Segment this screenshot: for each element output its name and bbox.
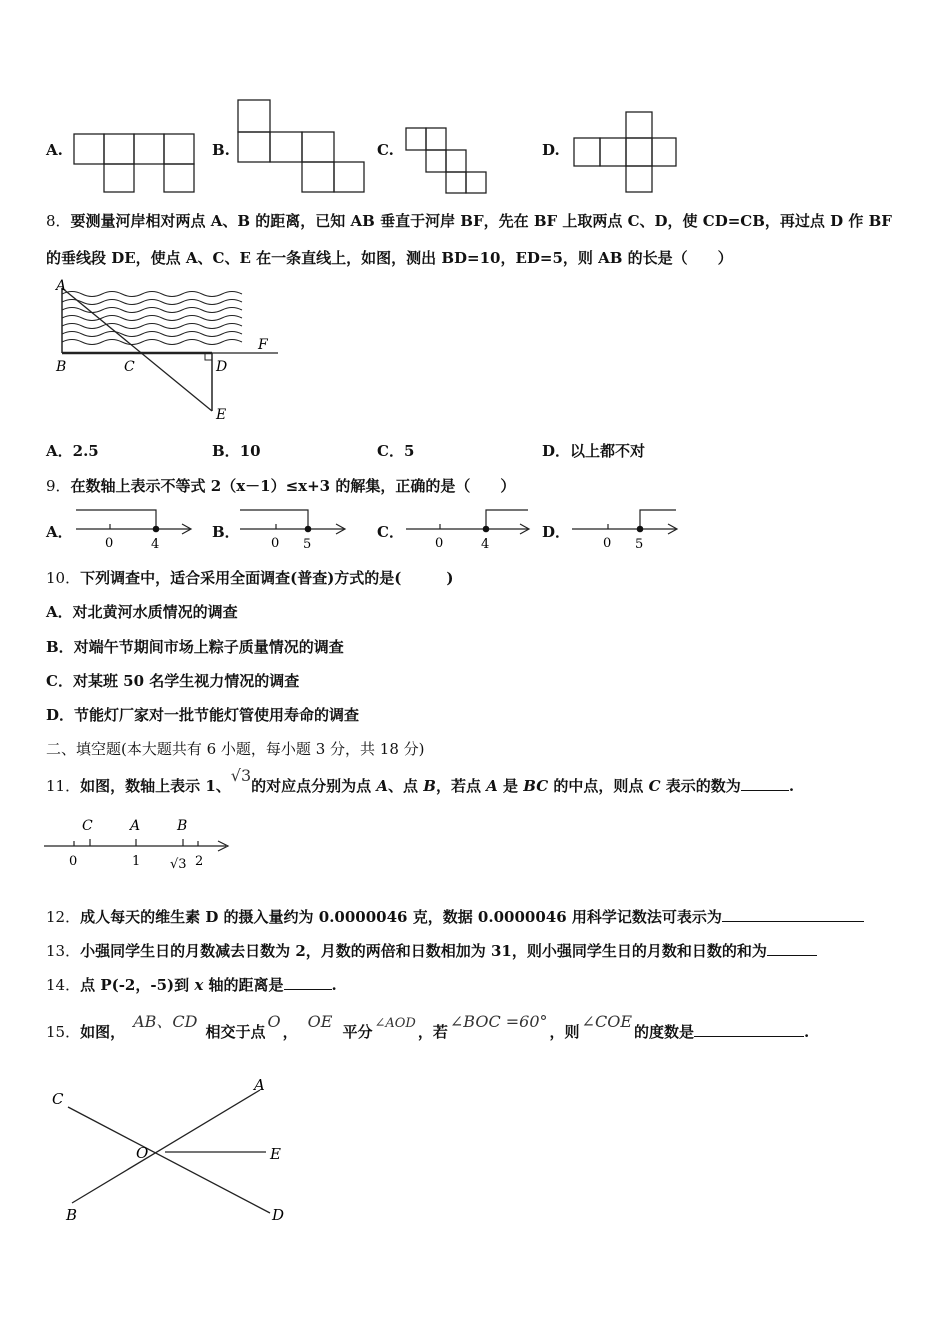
q11-point-a: A [376,777,389,795]
question-8-number: 8． [46,212,71,230]
question-10 [46,568,454,588]
q9-option-a-label: A． [46,523,73,541]
q11-fig-tick-sqrt3: √3 [170,857,187,872]
q9-c-mark: 4 [481,537,490,552]
q8-label-d: D [216,359,228,375]
q11-point-c: C [648,777,661,795]
q11-text-c: 、点 [388,777,424,795]
q9-d-zero: 0 [603,536,612,551]
q9-option-d-numberline [568,502,682,552]
question-9 [46,476,515,496]
question-10-number: 10． [46,569,81,587]
q11-text-f: 的中点，则点 [548,777,649,795]
q15-math-o: O [267,1012,281,1031]
q11-fig-tick-2: 2 [195,854,204,869]
question-15-number: 15． [46,1023,81,1041]
q13-answer-blank[interactable] [767,941,817,956]
q7-option-c-net [404,126,490,196]
q15-text-1: 如图， [80,1023,126,1041]
q8-label-e: E [216,407,227,423]
q8-label-c: C [124,359,135,375]
q8-option-b-label: B． [212,442,240,460]
q9-option-d-label: D． [542,523,571,541]
q9-option-a-numberline [72,502,198,552]
question-13-number: 13． [46,942,81,960]
q9-option-b-label: B． [212,523,240,541]
q9-c-zero: 0 [435,536,444,551]
q11-segment-bc: BC [523,777,549,795]
q14-text-a: 点 P(-2，-5)到 [80,976,195,994]
q11-fig-tick-0: 0 [69,854,78,869]
q11-point-b: B [423,777,436,795]
q15-fig-b: B [66,1206,78,1224]
q10-option-c-label: C． [46,672,73,690]
q15-text-6: ，则 [549,1023,580,1041]
q15-end: . [804,1023,810,1041]
q15-answer-blank[interactable] [694,1022,804,1037]
q11-text-g: 表示的数为 [660,777,741,795]
q15-math-angle-coe: ∠COE [581,1012,632,1031]
q7-option-c-label: C. [377,141,394,159]
q15-text-5: ，若 [417,1023,448,1041]
q8-option-c-label: C． [377,442,404,460]
q14-var-x: x [194,976,204,994]
q9-a-mark: 4 [151,537,160,552]
q11-fig-b: B [177,818,188,834]
q7-option-a-label: A. [46,141,63,159]
q10-option-b-label: B． [46,638,74,656]
q8-option-b [212,441,261,461]
q15-text-3: ， [282,1023,298,1041]
q9-option-c-numberline [402,502,536,552]
section-2-title: 二、填空题(本大题共有 6 小题，每小题 3 分，共 18 分) [46,740,425,758]
q10-option-d-label: D． [46,706,75,724]
q15-math-oe: OE [307,1012,333,1031]
q8-label-b: B [56,359,67,375]
q10-option-c-text: 对某班 50 名学生视力情况的调查 [72,672,300,690]
q9-d-mark: 5 [635,537,644,552]
question-11 [46,766,795,796]
q7-option-a-net [72,132,196,194]
q11-answer-blank[interactable] [741,776,789,791]
q9-b-mark: 5 [303,537,312,552]
q14-text-b: 轴的距离是 [203,976,284,994]
q8-option-c-text: 5 [403,442,415,460]
q8-option-a-label: A． [46,442,73,460]
q11-sqrt3: √3 [230,766,252,785]
q9-a-zero: 0 [105,536,114,551]
q10-option-b-text: 对端午节期间市场上粽子质量情况的调查 [73,638,344,656]
q15-fig-c: C [52,1090,64,1108]
q15-math-angle-aod: ∠AOD [374,1016,416,1031]
question-12-number: 12． [46,908,81,926]
q11-fig-a: A [130,818,141,834]
q10-option-a-label: A． [46,603,73,621]
q11-text-a: 如图，数轴上表示 1、 [80,777,231,795]
q15-fig-e: E [270,1145,281,1163]
question-10-text: 下列调查中，适合采用全面调查(普查)方式的是( ) [80,569,454,587]
question-8-text-line2: 的垂线段 DE，使点 A、C、E 在一条直线上，如图，测出 BD=10，ED=5，则 AB 的长是（ ） [46,249,733,267]
q11-text-d: ，若点 [435,777,487,795]
question-12 [46,907,864,927]
q11-fig-c: C [82,818,93,834]
q10-option-d [46,705,359,725]
question-9-number: 9． [46,477,71,495]
q8-label-a: A [56,278,67,294]
q14-answer-blank[interactable] [284,975,332,990]
question-14-number: 14． [46,976,81,994]
question-11-figure [40,812,240,874]
q15-fig-o: O [136,1144,149,1162]
q10-option-c [46,671,299,691]
q8-option-a-text: 2.5 [72,442,99,460]
q11-fig-tick-1: 1 [132,854,141,869]
q7-option-b-net [236,98,368,196]
q7-option-d-net [570,110,680,196]
question-9-text: 在数轴上表示不等式 2（x－1）≤x+3 的解集，正确的是（ ） [70,477,516,495]
question-15 [46,1012,810,1044]
q10-option-d-text: 节能灯厂家对一批节能灯管使用寿命的调查 [74,706,360,724]
q11-text-b: 的对应点分别为点 [251,777,377,795]
q12-answer-blank[interactable] [722,907,864,922]
q15-fig-d: D [272,1206,285,1224]
q15-text-7: 的度数是 [634,1023,695,1041]
q9-option-b-numberline [236,502,352,552]
q8-option-c [377,441,414,461]
q8-option-b-text: 10 [239,442,261,460]
q15-math-angle-boc: ∠BOC =60° [449,1012,548,1031]
q11-text-e: 是 [497,777,524,795]
q8-option-d [542,441,645,461]
q8-label-f: F [258,337,268,353]
q7-option-b-label: B. [212,141,230,159]
question-13-text: 小强同学生日的月数减去日数为 2，月数的两倍和日数相加为 31，则小强同学生日的月数和日数的和为 [80,942,767,960]
q9-option-c-label: C． [377,523,404,541]
question-15-figure [44,1070,304,1230]
q15-text-2: 相交于点 [205,1023,266,1041]
question-8-figure [44,276,284,426]
q10-option-a [46,602,238,622]
q14-end: . [331,976,337,994]
question-8-line1 [46,211,892,231]
question-14 [46,975,337,995]
q15-math-ab-cd: AB、CD [133,1012,198,1031]
q11-point-a2: A [486,777,498,795]
q8-option-a [46,441,99,461]
question-12-text: 成人每天的维生素 D 的摄入量约为 0.0000046 克，数据 0.0000046 用科学记数法可表示为 [80,908,722,926]
q15-text-4: 平分 [342,1023,373,1041]
q10-option-b [46,637,344,657]
q15-fig-a: A [254,1076,265,1094]
q11-end: . [788,777,795,795]
question-13 [46,941,817,961]
q9-b-zero: 0 [271,536,280,551]
q8-option-d-label: D． [542,442,571,460]
question-8-text-line1: 要测量河岸相对两点 A、B 的距离，已知 AB 垂直于河岸 BF，先在 BF 上取两点 C、D，使 CD=CB，再过点 D 作 BF [70,212,892,230]
q7-option-d-label: D. [542,141,560,159]
question-11-number: 11． [46,777,81,795]
q8-option-d-text: 以上都不对 [570,442,646,460]
q10-option-a-text: 对北黄河水质情况的调查 [72,603,238,621]
